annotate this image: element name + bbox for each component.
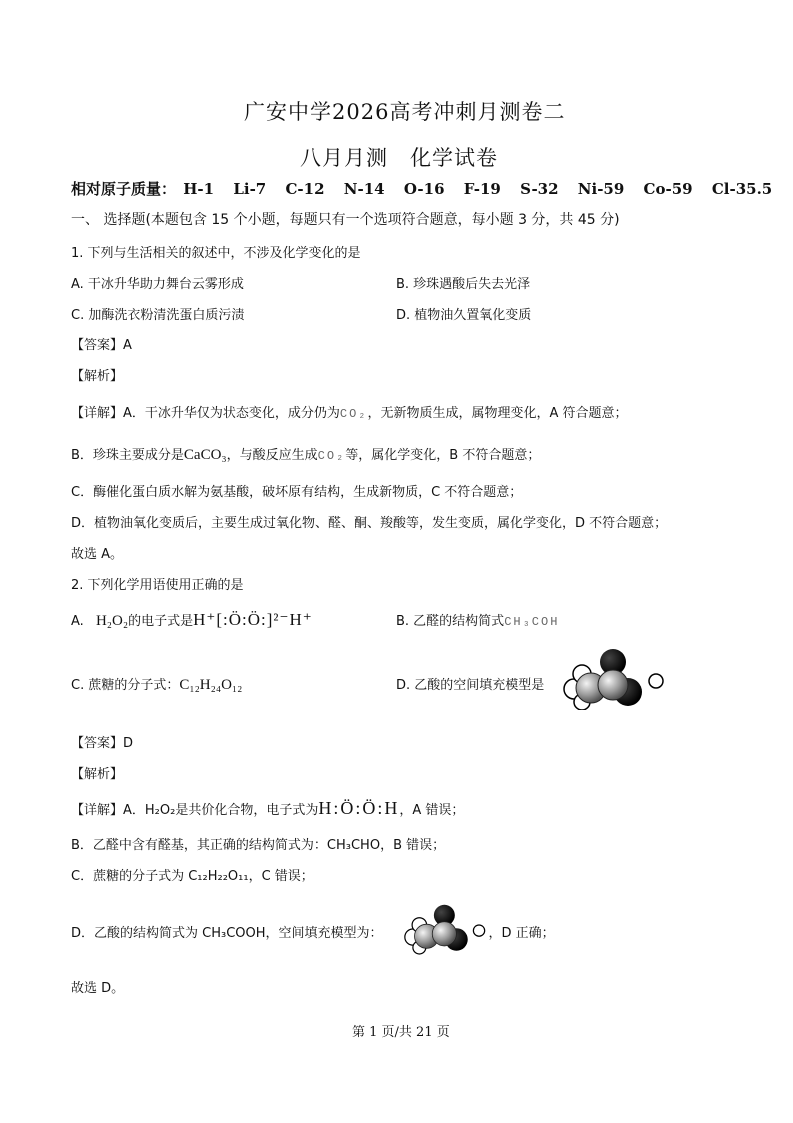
answer-label: 【答案】 <box>71 736 124 751</box>
option-b <box>396 610 559 629</box>
option-label: A. <box>71 614 84 629</box>
answer-line <box>71 732 133 751</box>
atomic-mass-item: S-32 <box>520 180 559 198</box>
atomic-mass-item: Cl-35.5 <box>711 180 773 198</box>
detail-line <box>71 798 464 819</box>
option-c: C. 加酶洗衣粉清洗蛋白质污渍 <box>71 308 245 323</box>
formula-co2: CO₂ <box>317 449 346 463</box>
section-heading: 一、 选择题(本题包含 15 个小题，每题只有一个选项符合题意，每小题 3 分，共 45 分) <box>71 212 620 228</box>
answer-label: 【答案】 <box>71 338 124 353</box>
detail-text: ，无新物质生成，属物理变化，A 符合题意； <box>367 406 628 421</box>
option-b: B. 珍珠遇酸后失去光泽 <box>396 277 531 292</box>
detail-text: 【详解】A．干冰升华仅为状态变化，成分仍为 <box>71 406 340 421</box>
detail-text: D．乙酸的结构简式为 CH₃COOH，空间填充模型为： <box>71 926 383 941</box>
detail-line <box>71 402 628 421</box>
detail-text: B．珍珠主要成分是 <box>71 448 184 463</box>
option-d: D. 乙酸的空间填充模型是 <box>396 678 545 693</box>
formula-ch3coh: CH₃COH <box>504 615 560 629</box>
option-d: D. 植物油久置氧化变质 <box>396 308 532 323</box>
option-text: B. 乙醛的结构简式 <box>396 614 505 629</box>
detail-text: ，D 正确； <box>488 926 555 941</box>
formula-caco3: CaCO₃ <box>183 447 227 463</box>
option-text: C. 蔗糖的分子式： <box>71 678 180 693</box>
atomic-mass-item: F-19 <box>463 180 501 198</box>
detail-line: B．乙醛中含有醛基，其正确的结构简式为：CH₃CHO，B 错误； <box>71 838 446 853</box>
detail-text: ，与酸反应生成 <box>226 448 318 463</box>
acetic-acid-model-image <box>558 648 682 710</box>
atomic-mass-item: N-14 <box>343 180 385 198</box>
atomic-mass-item: O-16 <box>403 180 445 198</box>
analysis-label: 【解析】 <box>71 767 124 782</box>
formula-sucrose-wrong: C₁₂H₂₄O₁₂ <box>179 677 243 693</box>
atomic-mass-item: Li-7 <box>233 180 267 198</box>
formula-co2: CO₂ <box>339 407 368 421</box>
detail-line: C．酶催化蛋白质水解为氨基酸，破坏原有结构，生成新物质，C 不符合题意； <box>71 485 523 500</box>
detail-text: 【详解】A．H₂O₂是共价化合物，电子式为 <box>71 803 319 818</box>
analysis-label: 【解析】 <box>71 369 124 384</box>
detail-line: D．植物油氧化变质后，主要生成过氧化物、醛、酮、羧酸等，发生变质，属化学变化，D 不符合题意； <box>71 516 668 531</box>
option-text: 的电子式是 <box>128 614 194 629</box>
conclusion: 故选 D。 <box>71 981 125 996</box>
formula-h2o2: H₂O₂ <box>95 613 129 629</box>
atomic-mass-item: Ni-59 <box>577 180 625 198</box>
option-c <box>71 674 242 694</box>
answer-value: D <box>123 736 134 751</box>
detail-line <box>71 444 540 464</box>
electron-formula: H:Ö:Ö:H <box>318 798 400 818</box>
atomic-masses <box>71 178 772 199</box>
option-a: A. 干冰升华助力舞台云雾形成 <box>71 277 244 292</box>
atomic-mass-item: Co-59 <box>643 180 693 198</box>
question-stem: 1. 下列与生活相关的叙述中，不涉及化学变化的是 <box>71 246 361 261</box>
conclusion: 故选 A。 <box>71 547 124 562</box>
page-number: 第 1 页/共 21 页 <box>352 1025 450 1040</box>
option-a <box>71 610 313 630</box>
answer-line <box>71 334 132 353</box>
atomic-mass-item: H-1 <box>183 180 215 198</box>
question-stem: 2. 下列化学用语使用正确的是 <box>71 578 244 593</box>
page-subtitle: 八月月测 化学试卷 <box>300 146 498 170</box>
atomic-masses-label: 相对原子质量： <box>71 180 177 198</box>
answer-value: A <box>123 338 132 353</box>
detail-text: 等，属化学变化，B 不符合题意； <box>345 448 541 463</box>
acetic-acid-model-image <box>400 898 500 960</box>
page-title: 广安中学2026高考冲刺月测卷二 <box>244 100 566 124</box>
atomic-mass-item: C-12 <box>285 180 325 198</box>
detail-text: ，A 错误； <box>399 803 465 818</box>
electron-formula: H⁺[:Ö:Ö:]²⁻H⁺ <box>193 610 313 629</box>
detail-line: C．蔗糖的分子式为 C₁₂H₂₂O₁₁，C 错误； <box>71 869 314 884</box>
